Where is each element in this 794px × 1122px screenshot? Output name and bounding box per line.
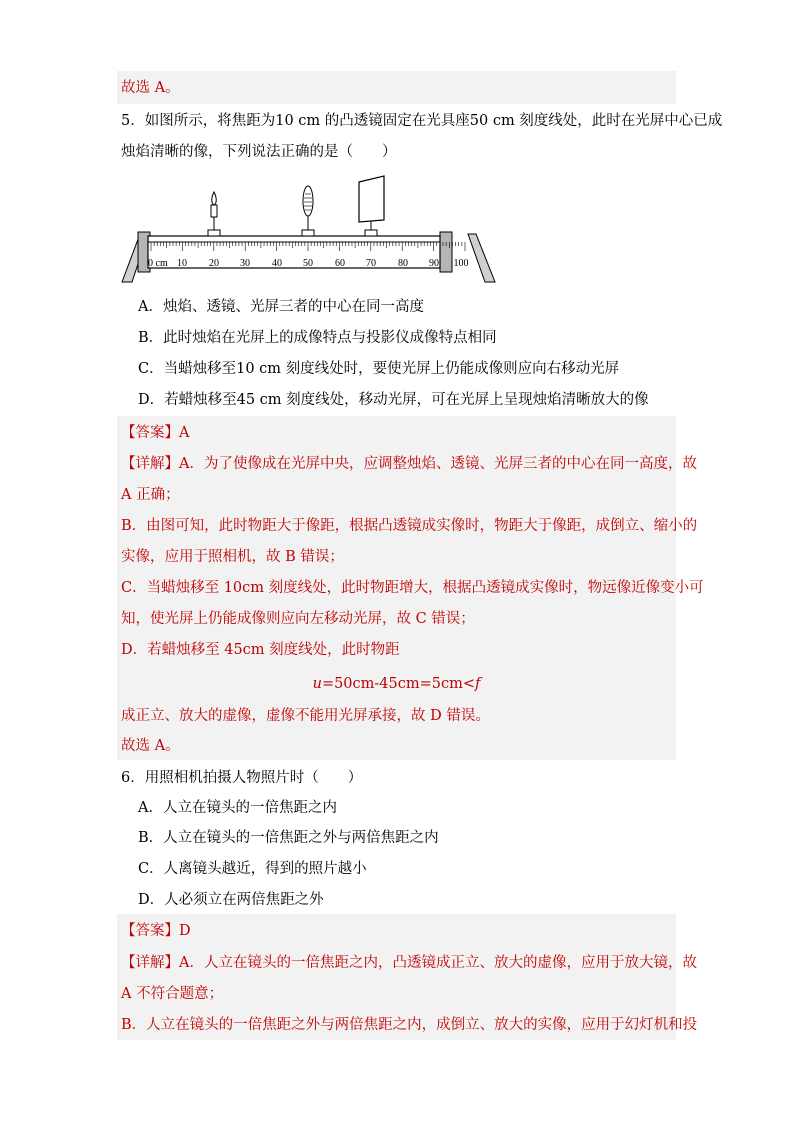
q6-option-d: D．人必须立在两倍焦距之外 xyxy=(138,892,324,908)
q6-detail-b-line1: B．人立在镜头的一倍焦距之外与两倍焦距之内，成倒立、放大的实像，应用于幻灯机和投 xyxy=(121,1017,698,1033)
q5-stem-line2: 烛焰清晰的像，下列说法正确的是（ ） xyxy=(121,144,397,160)
q5-option-a: A．烛焰、透镜、光屏三者的中心在同一高度 xyxy=(138,299,424,315)
scale-label-10: 10 xyxy=(177,258,187,269)
q5-detail-c-line1: C．当蜡烛移至 10cm 刻度线处，此时物距增大，根据凸透镜成实像时，物远像近像变小可 xyxy=(121,580,704,596)
scale-label-20: 20 xyxy=(209,258,219,269)
scale-label-90: 90 xyxy=(429,258,439,269)
formula-u: u xyxy=(312,676,322,692)
scale-label-40: 40 xyxy=(272,258,282,269)
q5-answer: 【答案】A xyxy=(121,425,190,441)
q6-option-a: A．人立在镜头的一倍焦距之内 xyxy=(138,800,337,816)
optical-bench-figure xyxy=(118,170,498,290)
bench-rail xyxy=(148,236,440,268)
q5-detail-b-line1: B．由图可知，此时物距大于像距，根据凸透镜成实像时，物距大于像距，成倒立、缩小的 xyxy=(121,518,698,534)
q6-stem: 6．用照相机拍摄人物照片时（ ） xyxy=(121,770,363,786)
scale-label-100: 100 xyxy=(453,258,469,269)
scale-label-50: 50 xyxy=(303,258,313,269)
formula-f: f xyxy=(475,676,481,692)
scale-label-0: 0 cm xyxy=(148,258,168,269)
q6-detail-a-line1: 【详解】A．人立在镜头的一倍焦距之内，凸透镜成正立、放大的虚像，应用于放大镜，故 xyxy=(121,955,697,971)
formula-body: =50cm-45cm=5cm< xyxy=(321,676,476,692)
q5-detail-a-line1: 【详解】A．为了使像成在光屏中央，应调整烛焰、透镜、光屏三者的中心在同一高度，故 xyxy=(121,456,697,472)
q5-formula xyxy=(117,674,676,694)
q5-detail-b-line2: 实像，应用于照相机，故 B 错误； xyxy=(121,549,344,565)
answer-band-top xyxy=(117,71,676,104)
q5-conclusion: 故选 A。 xyxy=(121,738,180,754)
scale-label-60: 60 xyxy=(335,258,345,269)
q5-detail-d-line1: D．若蜡烛移至 45cm 刻度线处，此时物距 xyxy=(121,642,400,658)
right-stand xyxy=(468,234,495,282)
q6-option-c: C．人离镜头越近，得到的照片越小 xyxy=(138,861,367,877)
scale-label-30: 30 xyxy=(240,258,250,269)
q5-detail-c-line2: 知，使光屏上仍能成像则应向左移动光屏，故 C 错误； xyxy=(121,611,475,627)
candle xyxy=(208,192,220,236)
scale-label-70: 70 xyxy=(366,258,376,269)
q5-stem-line1: 5．如图所示，将焦距为10 cm 的凸透镜固定在光具座50 cm 刻度线处，此时在光屏中心已成 xyxy=(121,113,723,129)
q6-answer: 【答案】D xyxy=(121,923,191,939)
q6-detail-a-line2: A 不符合题意； xyxy=(121,986,224,1002)
q5-detail-d-line2: 成正立、放大的虚像，虚像不能用光屏承接，故 D 错误。 xyxy=(121,708,490,724)
scale-label-80: 80 xyxy=(398,258,408,269)
q5-option-c: C．当蜡烛移至10 cm 刻度线处时，要使光屏上仍能成像则应向右移动光屏 xyxy=(138,361,620,377)
light-screen xyxy=(359,176,384,236)
top-conclusion: 故选 A。 xyxy=(121,80,180,96)
q6-option-b: B．人立在镜头的一倍焦距之外与两倍焦距之内 xyxy=(138,830,439,846)
q5-detail-a-line2: A 正确； xyxy=(121,487,180,503)
q5-option-d: D．若蜡烛移至45 cm 刻度线处，移动光屏，可在光屏上呈现烛焰清晰放大的像 xyxy=(138,392,649,408)
convex-lens xyxy=(302,186,314,236)
q5-option-b: B．此时烛焰在光屏上的成像特点与投影仪成像特点相同 xyxy=(138,330,497,346)
